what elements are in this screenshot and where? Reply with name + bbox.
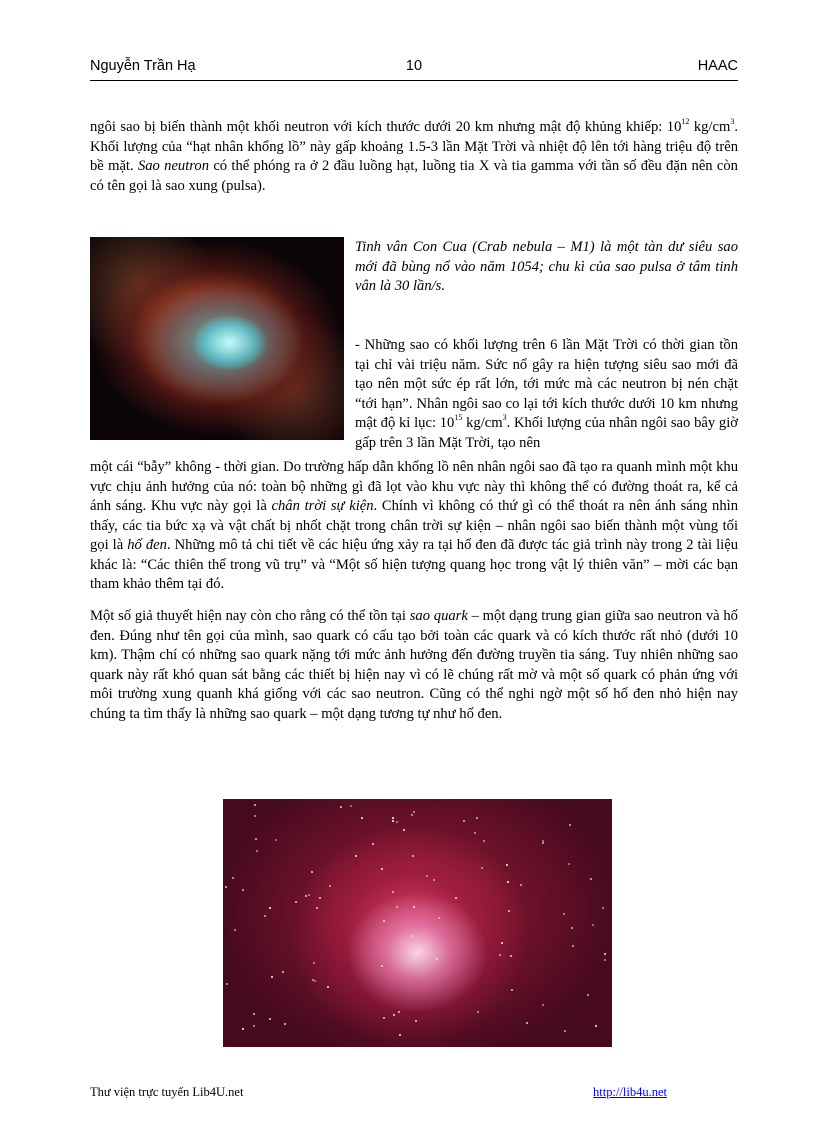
star-dot <box>327 986 329 988</box>
star-dot <box>225 886 227 888</box>
paragraph-neutron-star: ngôi sao bị biến thành một khối neutron với kích thước dưới 20 km nhưng mật độ khủng khiếp: $10^{12}$ $kg/cm^3$. Khối lượng của “hạt nhân khổng lồ” này gấp khoảng 1.5-3 lần Mặt Trời và nhiệt độ lên tới hàng triệu độ trên bề mặt. Sao neutron có thể phóng ra ở 2 đầu luồng hạt, luồng tia X và tia gamma với tần số đều đặn nên còn có tên gọi là sao xung (pulsa). <box>90 117 738 194</box>
star-dot <box>604 959 606 961</box>
star-dot <box>242 889 244 891</box>
star-dot <box>403 829 405 831</box>
red-nebula-image <box>223 799 612 1047</box>
star-dot <box>372 843 374 845</box>
paragraph-massive-stars: - Những sao có khối lượng trên 6 lần Mặt Trời có thời gian tồn tại chỉ vài triệu năm. Sức nổ gây ra hiện tượng siêu sao mới đã tạo nên một sức ép rất lớn, tới mức mà các neutron bị nén chặt “tới hạn”. Nhân ngôi sao co lại tới kích thước dưới 10 km nhưng mật độ kỉ lục: $10^{15}$ $kg/cm^3$. Khối lượng của nhân ngôi sao bây giờ gấp trên 3 lần Mặt Trời, tạo nên <box>355 337 738 451</box>
star-dot <box>590 878 592 880</box>
star-dot <box>396 821 398 823</box>
star-dot <box>295 901 297 903</box>
star-dot <box>474 832 476 834</box>
star-dot <box>476 817 478 819</box>
star-dot <box>242 1028 244 1030</box>
star-dot <box>226 983 228 985</box>
star-dot <box>393 1014 395 1016</box>
star-dot <box>595 1025 597 1027</box>
header-divider <box>90 80 738 81</box>
star-dot <box>481 867 483 869</box>
star-dot <box>413 811 415 813</box>
star-dot <box>542 842 544 844</box>
star-dot <box>569 824 571 826</box>
star-dot <box>506 864 508 866</box>
star-dot <box>254 804 256 806</box>
star-dot <box>564 1030 566 1032</box>
star-dot <box>256 850 258 852</box>
paragraph-black-hole: một cái “bẫy” không - thời gian. Do trường hấp dẫn khổng lồ nên nhân ngôi sao đã tạo ra quanh mình một khu vực chịu ảnh hưởng của nó: toàn bộ những gì đã lọt vào khu vực này thì không thể có đường thoát ra, kể cả ánh sáng. Khu vực này gọi là chân trời sự kiện. Chính vì không có thứ gì có thể thoát ra nên ánh sáng nhìn thấy, các tia bức xạ và vật chất bị nhốt chặt trong chân trời sự kiện – nhân ngôi sao biến thành một vùng tối gọi là hố đen. Những mô tả chi tiết về các hiệu ứng xảy ra tại hố đen đã được tác giả trình này trong 2 tài liệu khác là: “Các thiên thể trong vũ trụ” và “Một số hiện tượng quang học trong vật lý thiên văn” – mời các bạn tham khảo thêm tại đó. <box>90 459 739 592</box>
star-dot <box>604 953 606 955</box>
star-dot <box>311 871 313 873</box>
star-dot <box>398 1011 400 1013</box>
star-dot <box>501 942 503 944</box>
star-dot <box>396 906 398 908</box>
star-dot <box>282 971 284 973</box>
star-dot <box>571 927 573 929</box>
page-header <box>90 58 738 78</box>
star-dot <box>316 907 318 909</box>
star-dot <box>572 945 574 947</box>
crab-nebula-caption: Tinh vân Con Cua (Crab nebula – M1) là một tàn dư siêu sao mới đã bùng nổ vào năm 1054; chu kì của sao pulsa ở tâm tinh vân là 30 lần/s. <box>355 239 738 294</box>
star-dot <box>436 958 438 960</box>
star-dot <box>284 1023 286 1025</box>
star-dot <box>587 994 589 996</box>
star-dot <box>361 817 363 819</box>
footer-library: Thư viện trực tuyến Lib4U.net <box>90 1085 244 1099</box>
star-dot <box>477 1011 479 1013</box>
star-dot <box>511 989 513 991</box>
star-dot <box>520 884 522 886</box>
star-dot <box>392 820 394 822</box>
star-dot <box>508 910 510 912</box>
star-dot <box>507 881 509 883</box>
star-dot <box>355 855 357 857</box>
star-dot <box>305 895 307 897</box>
star-dot <box>383 1017 385 1019</box>
header-page-number: 10 <box>405 58 423 74</box>
star-dot <box>308 894 310 896</box>
star-dot <box>269 907 271 909</box>
header-org: HAAC <box>697 58 738 74</box>
star-dot <box>312 979 314 981</box>
star-dot <box>510 955 512 957</box>
star-dot <box>415 1020 417 1022</box>
star-dot <box>499 954 501 956</box>
star-dot <box>438 917 440 919</box>
star-dot <box>433 879 435 881</box>
footer-link[interactable]: http://lib4u.net <box>593 1085 667 1099</box>
star-dot <box>568 863 570 865</box>
paragraph-quark-star: Một số giả thuyết hiện nay còn cho rằng có thể tồn tại sao quark – một dạng trung gian giữa sao neutron và hố đen. Đúng như tên gọi của mình, sao quark có cấu tạo bởi toàn các quark và có kích thước rất nhỏ (dưới 10 km). Thậm chí có những sao quark nặng tới mức ảnh hưởng đến đường truyền tia sáng. Tuy nhiên những sao quark này rất khó quan sát bằng các thiết bị hiện nay vì có lẽ chúng rất mờ và một số quark có phản ứng với môi trường xung quanh khá giống với các sao neutron. Cũng có thể nghi ngờ một số hố đen nhỏ hiện nay chúng ta tìm thấy là những sao quark – một dạng tương tự như hố đen. <box>90 608 738 722</box>
star-dot <box>313 962 315 964</box>
page-footer <box>90 1085 667 1103</box>
star-dot <box>350 805 352 807</box>
star-dot <box>526 1022 528 1024</box>
star-dot <box>329 885 331 887</box>
star-dot <box>340 806 342 808</box>
star-dot <box>399 1034 401 1036</box>
star-dot <box>383 920 385 922</box>
star-dot <box>542 1004 544 1006</box>
star-dot <box>269 1018 271 1020</box>
star-dot <box>413 906 415 908</box>
star-dot <box>253 1025 255 1027</box>
star-dot <box>463 820 465 822</box>
star-dot <box>275 839 277 841</box>
star-dot <box>455 897 457 899</box>
star-dot <box>392 891 394 893</box>
star-dot <box>381 965 383 967</box>
star-dot <box>563 913 565 915</box>
crab-nebula-image <box>90 237 344 440</box>
star-dot <box>381 868 383 870</box>
header-author: Nguyễn Trần Hạ <box>90 58 196 74</box>
star-dot <box>254 815 256 817</box>
star-dot <box>255 838 257 840</box>
star-dot <box>392 817 394 819</box>
star-dot <box>411 935 413 937</box>
star-dot <box>264 915 266 917</box>
star-dot <box>314 980 316 982</box>
star-dot <box>412 855 414 857</box>
star-dot <box>411 814 413 816</box>
star-dot <box>602 907 604 909</box>
star-dot <box>592 924 594 926</box>
star-dot <box>271 976 273 978</box>
star-dot <box>234 929 236 931</box>
star-dot <box>483 840 485 842</box>
star-dot <box>253 1013 255 1015</box>
star-dot <box>232 877 234 879</box>
star-dot <box>426 875 428 877</box>
star-dot <box>319 897 321 899</box>
